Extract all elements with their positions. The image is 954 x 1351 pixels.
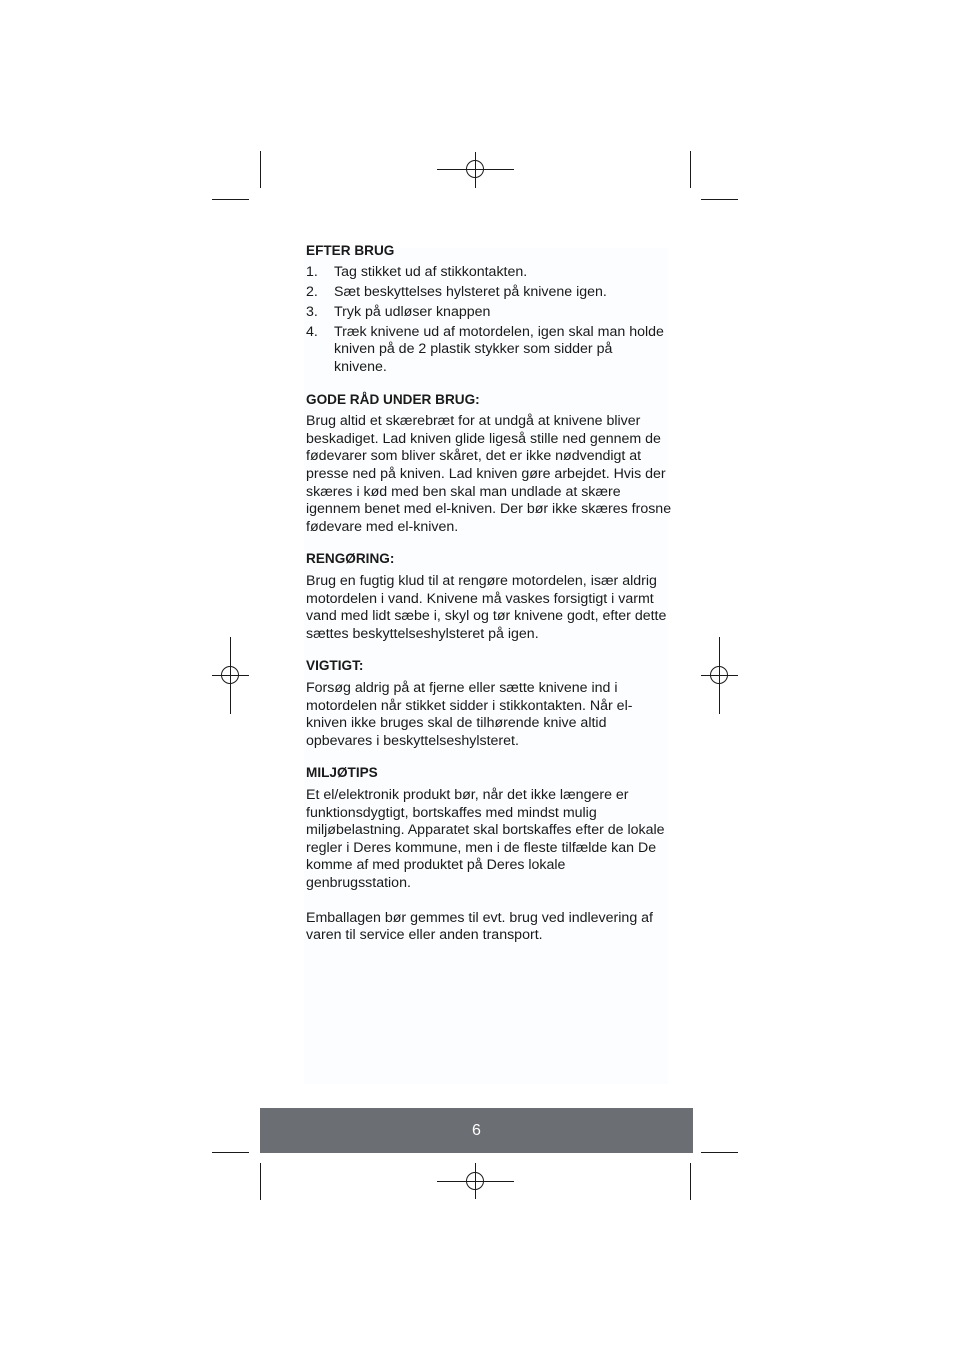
list-item xyxy=(306,324,672,377)
section-body: Forsøg aldrig på at fjerne eller sætte knivene ind i motordelen når stikket sidder i stikkontakten. Når el-kniven ikke bruges skal de tilhørende knive altid opbevares i beskyttelseshylsteret. xyxy=(306,679,633,749)
section-cleaning xyxy=(306,550,672,643)
list-item xyxy=(306,264,672,282)
step-text: Tag stikket ud af stikkontakten. xyxy=(334,263,528,280)
step-text: Tryk på udløser knappen xyxy=(334,303,491,320)
section-important xyxy=(306,657,672,750)
section-body: Emballagen bør gemmes til evt. brug ved indlevering af varen til service eller anden transport. xyxy=(306,909,653,944)
step-number: 2. xyxy=(306,283,318,300)
list-item xyxy=(306,284,672,302)
section-heading: GODE RÅD UNDER BRUG: xyxy=(306,391,480,407)
manual-content xyxy=(306,242,672,945)
page-number: 6 xyxy=(472,1121,481,1139)
list-item xyxy=(306,304,672,322)
crop-mark-top-right-v xyxy=(690,151,691,188)
crop-mark-bottom-right-h xyxy=(701,1152,738,1153)
section-body: Brug en fugtig klud til at rengøre motordelen, især aldrig motordelen i vand. Knivene må vaskes forsigtigt i varmt vand med lidt sæbe i, skyl og tør knivene godt, efter dette sættes beskyttelseshylsteret på igen. xyxy=(306,573,667,642)
section-after-use xyxy=(306,242,672,377)
section-environment xyxy=(306,764,672,944)
crop-mark-top-right-h xyxy=(701,199,738,200)
crop-mark-bottom-left-h xyxy=(212,1152,249,1153)
step-number: 4. xyxy=(306,323,318,340)
section-heading: RENGØRING: xyxy=(306,551,395,567)
section-tips xyxy=(306,391,672,537)
page-footer xyxy=(260,1108,693,1153)
steps-list xyxy=(306,264,672,377)
section-heading: EFTER BRUG xyxy=(306,243,395,258)
section-body: Et el/elektronik produkt bør, når det ikke længere er funktionsdygtigt, bortskaffes med mindst mulig miljøbelastning. Apparatet skal bortskaffes efter de lokale regler i Deres kommune, men i de fleste tilfælde kan De komme af med produktet på Deres lokale genbrugsstation. xyxy=(306,786,665,891)
crop-mark-top-left-h xyxy=(212,199,249,200)
step-text: Sæt beskyttelses hylsteret på knivene igen. xyxy=(334,283,607,300)
step-number: 1. xyxy=(306,263,318,280)
crop-mark-bottom-left-v xyxy=(260,1163,261,1200)
section-heading: MILJØTIPS xyxy=(306,765,378,781)
section-heading: VIGTIGT: xyxy=(306,658,364,674)
crop-mark-bottom-right-v xyxy=(690,1163,691,1200)
section-body: Brug altid et skærebræt for at undgå at knivene bliver beskadiget. Lad kniven glide ligeså stille ned gennem de fødevarer som bliver skåret, det er ikke nødvendigt at presse ned på kniven. Lad kniven gøre arbejdet. Hvis der skæres i kød med ben skal man undlade at skære igennem benet med el-kniven. Der bør ikke skæres frosne fødevare med el-kniven. xyxy=(306,413,672,535)
crop-mark-top-left-v xyxy=(260,151,261,188)
step-text: Træk knivene ud af motordelen, igen skal man holde kniven på de 2 plastik stykker som sidder på knivene. xyxy=(334,323,664,376)
step-number: 3. xyxy=(306,303,318,320)
